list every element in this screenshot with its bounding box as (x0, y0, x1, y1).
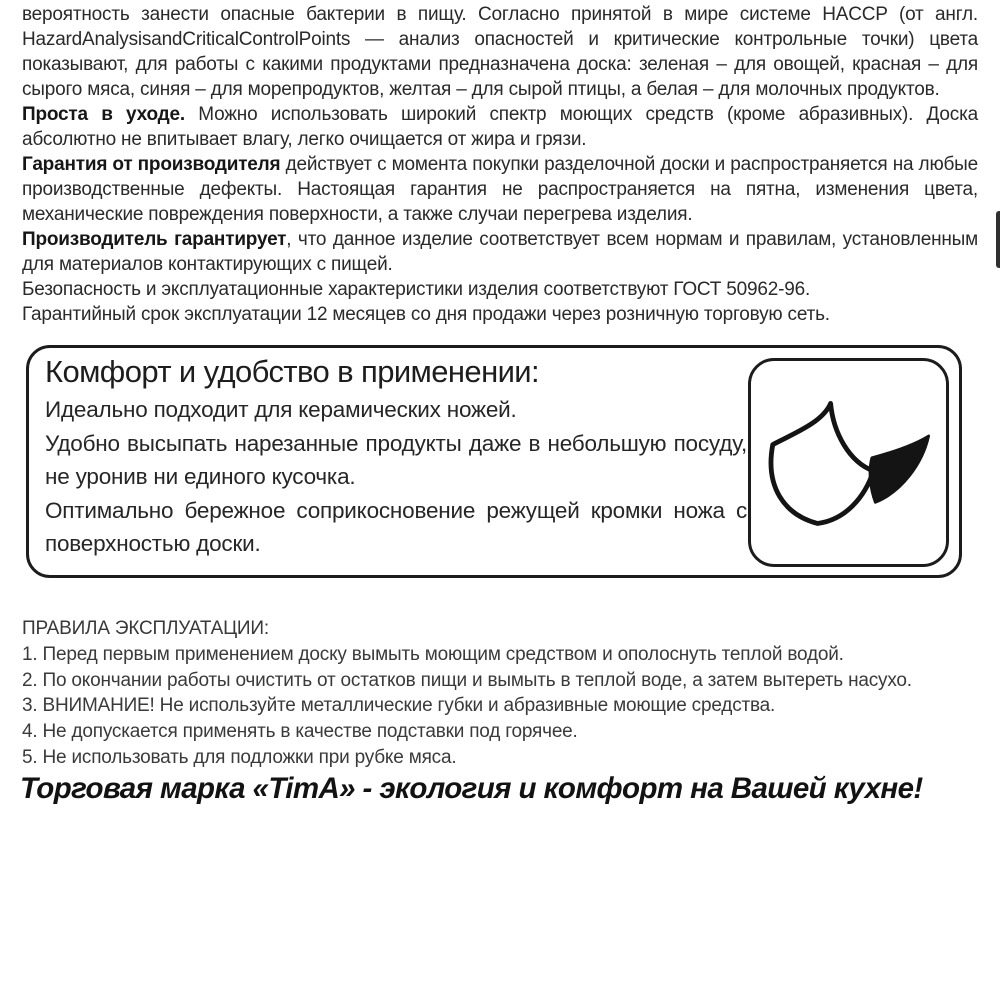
paragraph-manufacturer (22, 227, 978, 277)
paragraph-haccp (22, 2, 978, 102)
paragraph-gost: Безопасность и эксплуатационные характеристики изделия соответствуют ГОСТ 50962-96. (22, 279, 811, 300)
comfort-box (26, 345, 962, 578)
intro-text-block (22, 2, 978, 327)
rules-item-5: 5. Не использовать для подложки при рубке мяса. (22, 746, 457, 768)
paragraph-manufacturer-lead: Производитель гарантирует (22, 229, 287, 250)
comfort-line-blade: Оптимально бережное соприкосновение режущей кромки ножа с поверхностью доски. (45, 497, 747, 556)
paragraph-warranty-period: Гарантийный срок эксплуатации 12 месяцев со дня продажи через розничную торговую сеть. (22, 304, 830, 325)
paragraph-warranty-text: действует с момента покупки разделочной доски и распространяется на любые производственные дефекты. Настоящая гарантия не распространяется на пятна, изменения цвета, механические повреждения поверхности, а также случаи перегрева изделия. (22, 154, 978, 225)
rules-block (22, 616, 982, 771)
rules-item-1: 1. Перед первым применением доску вымыть моющим средством и ополоснуть теплой водой. (22, 643, 844, 665)
paragraph-warranty-lead: Гарантия от производителя (22, 154, 281, 175)
paragraph-care-text: Можно использовать широкий спектр моющих средств (кроме абразивных). Доска абсолютно не впитывает влагу, легко очищается от жира и грязи. (22, 104, 978, 150)
flexible-cutting-board-icon (761, 371, 937, 555)
rules-item-2: 2. По окончании работы очистить от остатков пищи и вымыть в теплой воде, а затем вытереть насухо. (22, 669, 912, 691)
paragraph-care (22, 102, 978, 152)
rules-item-4: 4. Не допускается применять в качестве подставки под горячее. (22, 721, 578, 743)
paragraph-care-lead: Проста в уходе. (22, 104, 185, 125)
comfort-line-pouring: Удобно высыпать нарезанные продукты даже в небольшую посуду, не уронив ни единого кусочка. (45, 430, 747, 489)
comfort-text-block (45, 354, 747, 561)
flexible-board-icon-frame (748, 358, 949, 567)
paragraph-haccp-text: вероятность занести опасные бактерии в пищу. Согласно принятой в мире системе HACCP (от англ. HazardAnalysisandCriticalControlPoints — анализ опасностей и критические контрольные точки) цвета показывают, для работы с какими продуктами предназначена доска: зеленая – для овощей, красная – для сырого мяса, синяя – для морепродуктов, желтая – для сырой птицы, а белая – для молочных продуктов. (22, 4, 978, 100)
scan-edge-artifact (996, 211, 1000, 268)
paragraph-warranty (22, 152, 978, 227)
rules-item-3: 3. ВНИМАНИЕ! Не используйте металлические губки и абразивные моющие средства. (22, 695, 776, 717)
comfort-box-title: Комфорт и удобство в применении: (45, 354, 540, 389)
brand-slogan: Торговая марка «TimA» - экология и комфорт на Вашей кухне! (20, 772, 923, 805)
rules-title: ПРАВИЛА ЭКСПЛУАТАЦИИ: (22, 618, 269, 639)
paragraph-manufacturer-text: , что данное изделие соответствует всем нормам и правилам, установленным для материалов контактирующих с пищей. (22, 229, 978, 275)
comfort-line-ceramic: Идеально подходит для керамических ножей. (45, 397, 517, 422)
